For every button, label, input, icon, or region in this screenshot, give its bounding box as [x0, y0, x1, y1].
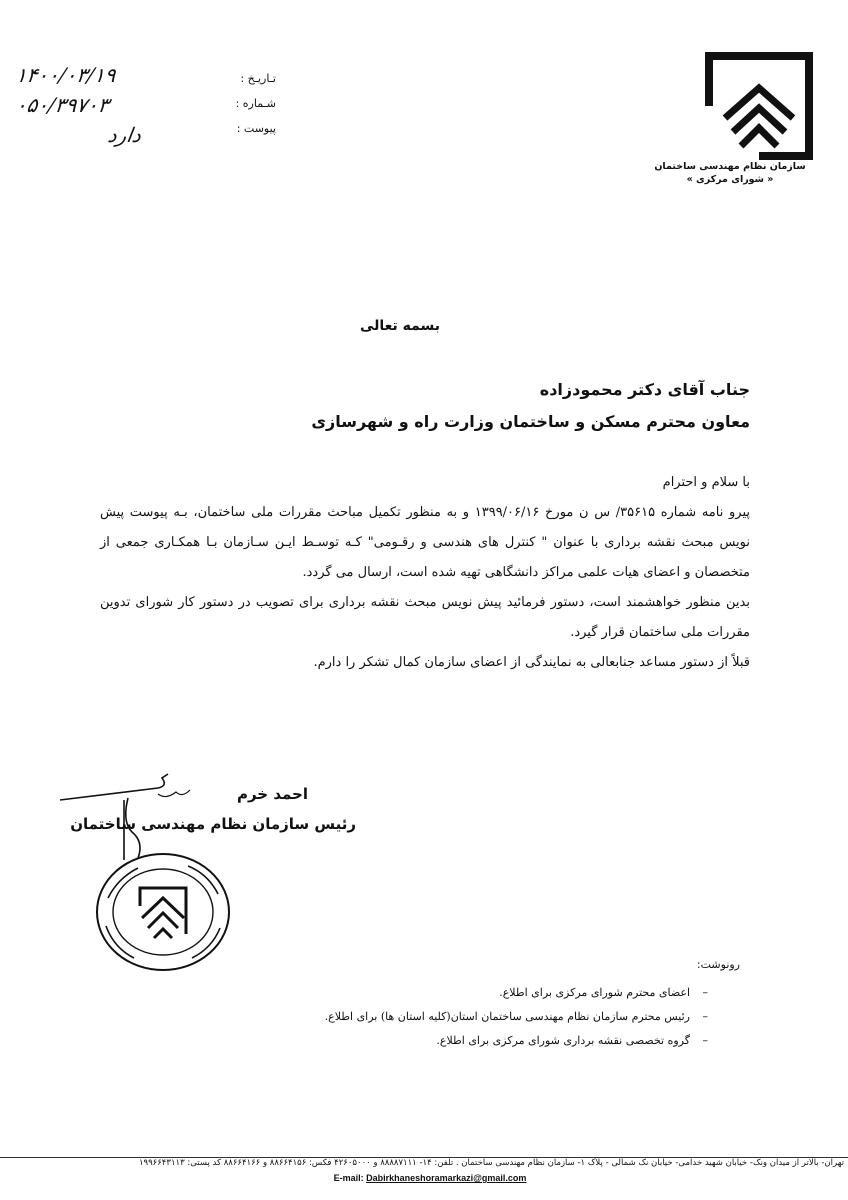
addressee-block — [311, 374, 750, 438]
cc-heading: رونوشت: — [696, 958, 740, 971]
footer-address: تهران- بالاتر از میدان ونک- خیابان شهید خدامی- خیابان نک شمالی - پلاک ۱- سازمان نظام مهندسی ساختمان . تلفن: ۱۴- ۸۸۸۸۷۱۱۱ و ۴۲۶۰۵۰۰۰ فکس: ۸۸۶۶۴۱۵۶ و ۸۸۶۶۴۱۶۶ کد پستی: ۱۹۹۶۶۴۳۱۱۳ — [138, 1158, 844, 1168]
number-value: ۰۵۰/۳۹۷۰۳ — [14, 93, 111, 117]
footer-email — [280, 1173, 580, 1183]
org-name-line2: « شورای مرکزی » — [686, 174, 774, 185]
date-value: ۱۴۰۰/۰۳/۱۹ — [14, 63, 118, 87]
email-label: E-mail: — [333, 1173, 364, 1183]
signer-title: رئیس سازمان نظام مهندسی ساختمان — [70, 815, 356, 833]
number-label: شـماره : — [235, 97, 276, 110]
letter-meta-labels — [196, 66, 276, 141]
body-paragraph-1: پیرو نامه شماره ۳۵۶۱۵/ س ن مورخ ۱۳۹۹/۰۶/۱۶ و به منظور تکمیل مباحث مقررات ملی ساختمان، بـه پیوست پیش نویس مبحث نقشه برداری با عنوان " کنترل های هندسی و رقـومی" کـه توسـط ایـن سـازمان بـا همکـاری جمعی از متخصصان و اعضای هیات علمی مراکز دانشگاهی تهیه شده است، ارسال می گردد. — [100, 505, 750, 580]
cc-item: – اعضای محترم شورای مرکزی برای اطلاع. — [148, 981, 708, 1005]
org-name-line1: سازمان نظام مهندسی ساختمان — [654, 161, 806, 172]
org-logo-icon — [703, 52, 815, 162]
attachment-label: پیوست : — [236, 122, 276, 135]
cc-item: – گروه تخصصی نقشه برداری شورای مرکزی برای اطلاع. — [148, 1029, 708, 1053]
signer-name: احمد خرم — [236, 785, 308, 803]
official-stamp-icon — [88, 848, 238, 976]
body-paragraph-2: بدین منظور خواهشمند است، دستور فرمائید پیش نویس مبحث نقشه برداری برای تصویب در دستور کار شورای تدوین مقررات ملی ساختمان قرار گیرد. — [100, 595, 750, 640]
email-link[interactable]: Dabirkhaneshoramarkazi@gmail.com — [366, 1173, 527, 1183]
addressee-name: جناب آقای دکتر محمودزاده — [539, 380, 750, 399]
letter-body — [100, 468, 750, 678]
date-label: تـاریـخ : — [240, 72, 276, 85]
attachment-value: دارد — [106, 123, 143, 147]
cc-item: – رئیس محترم سازمان نظام مهندسی ساختمان استان(کلیه استان ها) برای اطلاع. — [148, 1005, 708, 1029]
org-name — [640, 160, 820, 186]
body-paragraph-3: قبلاً از دستور مساعد جنابعالی به نمایندگی از اعضای سازمان کمال تشکر را دارم. — [313, 655, 750, 670]
addressee-title: معاون محترم مسکن و ساختمان وزارت راه و شهرسازی — [311, 412, 750, 431]
letter-meta-values — [16, 60, 196, 150]
basmala-heading: بسمه تعالی — [359, 318, 441, 334]
greeting: با سلام و احترام — [662, 475, 750, 490]
cc-list — [148, 981, 708, 1053]
